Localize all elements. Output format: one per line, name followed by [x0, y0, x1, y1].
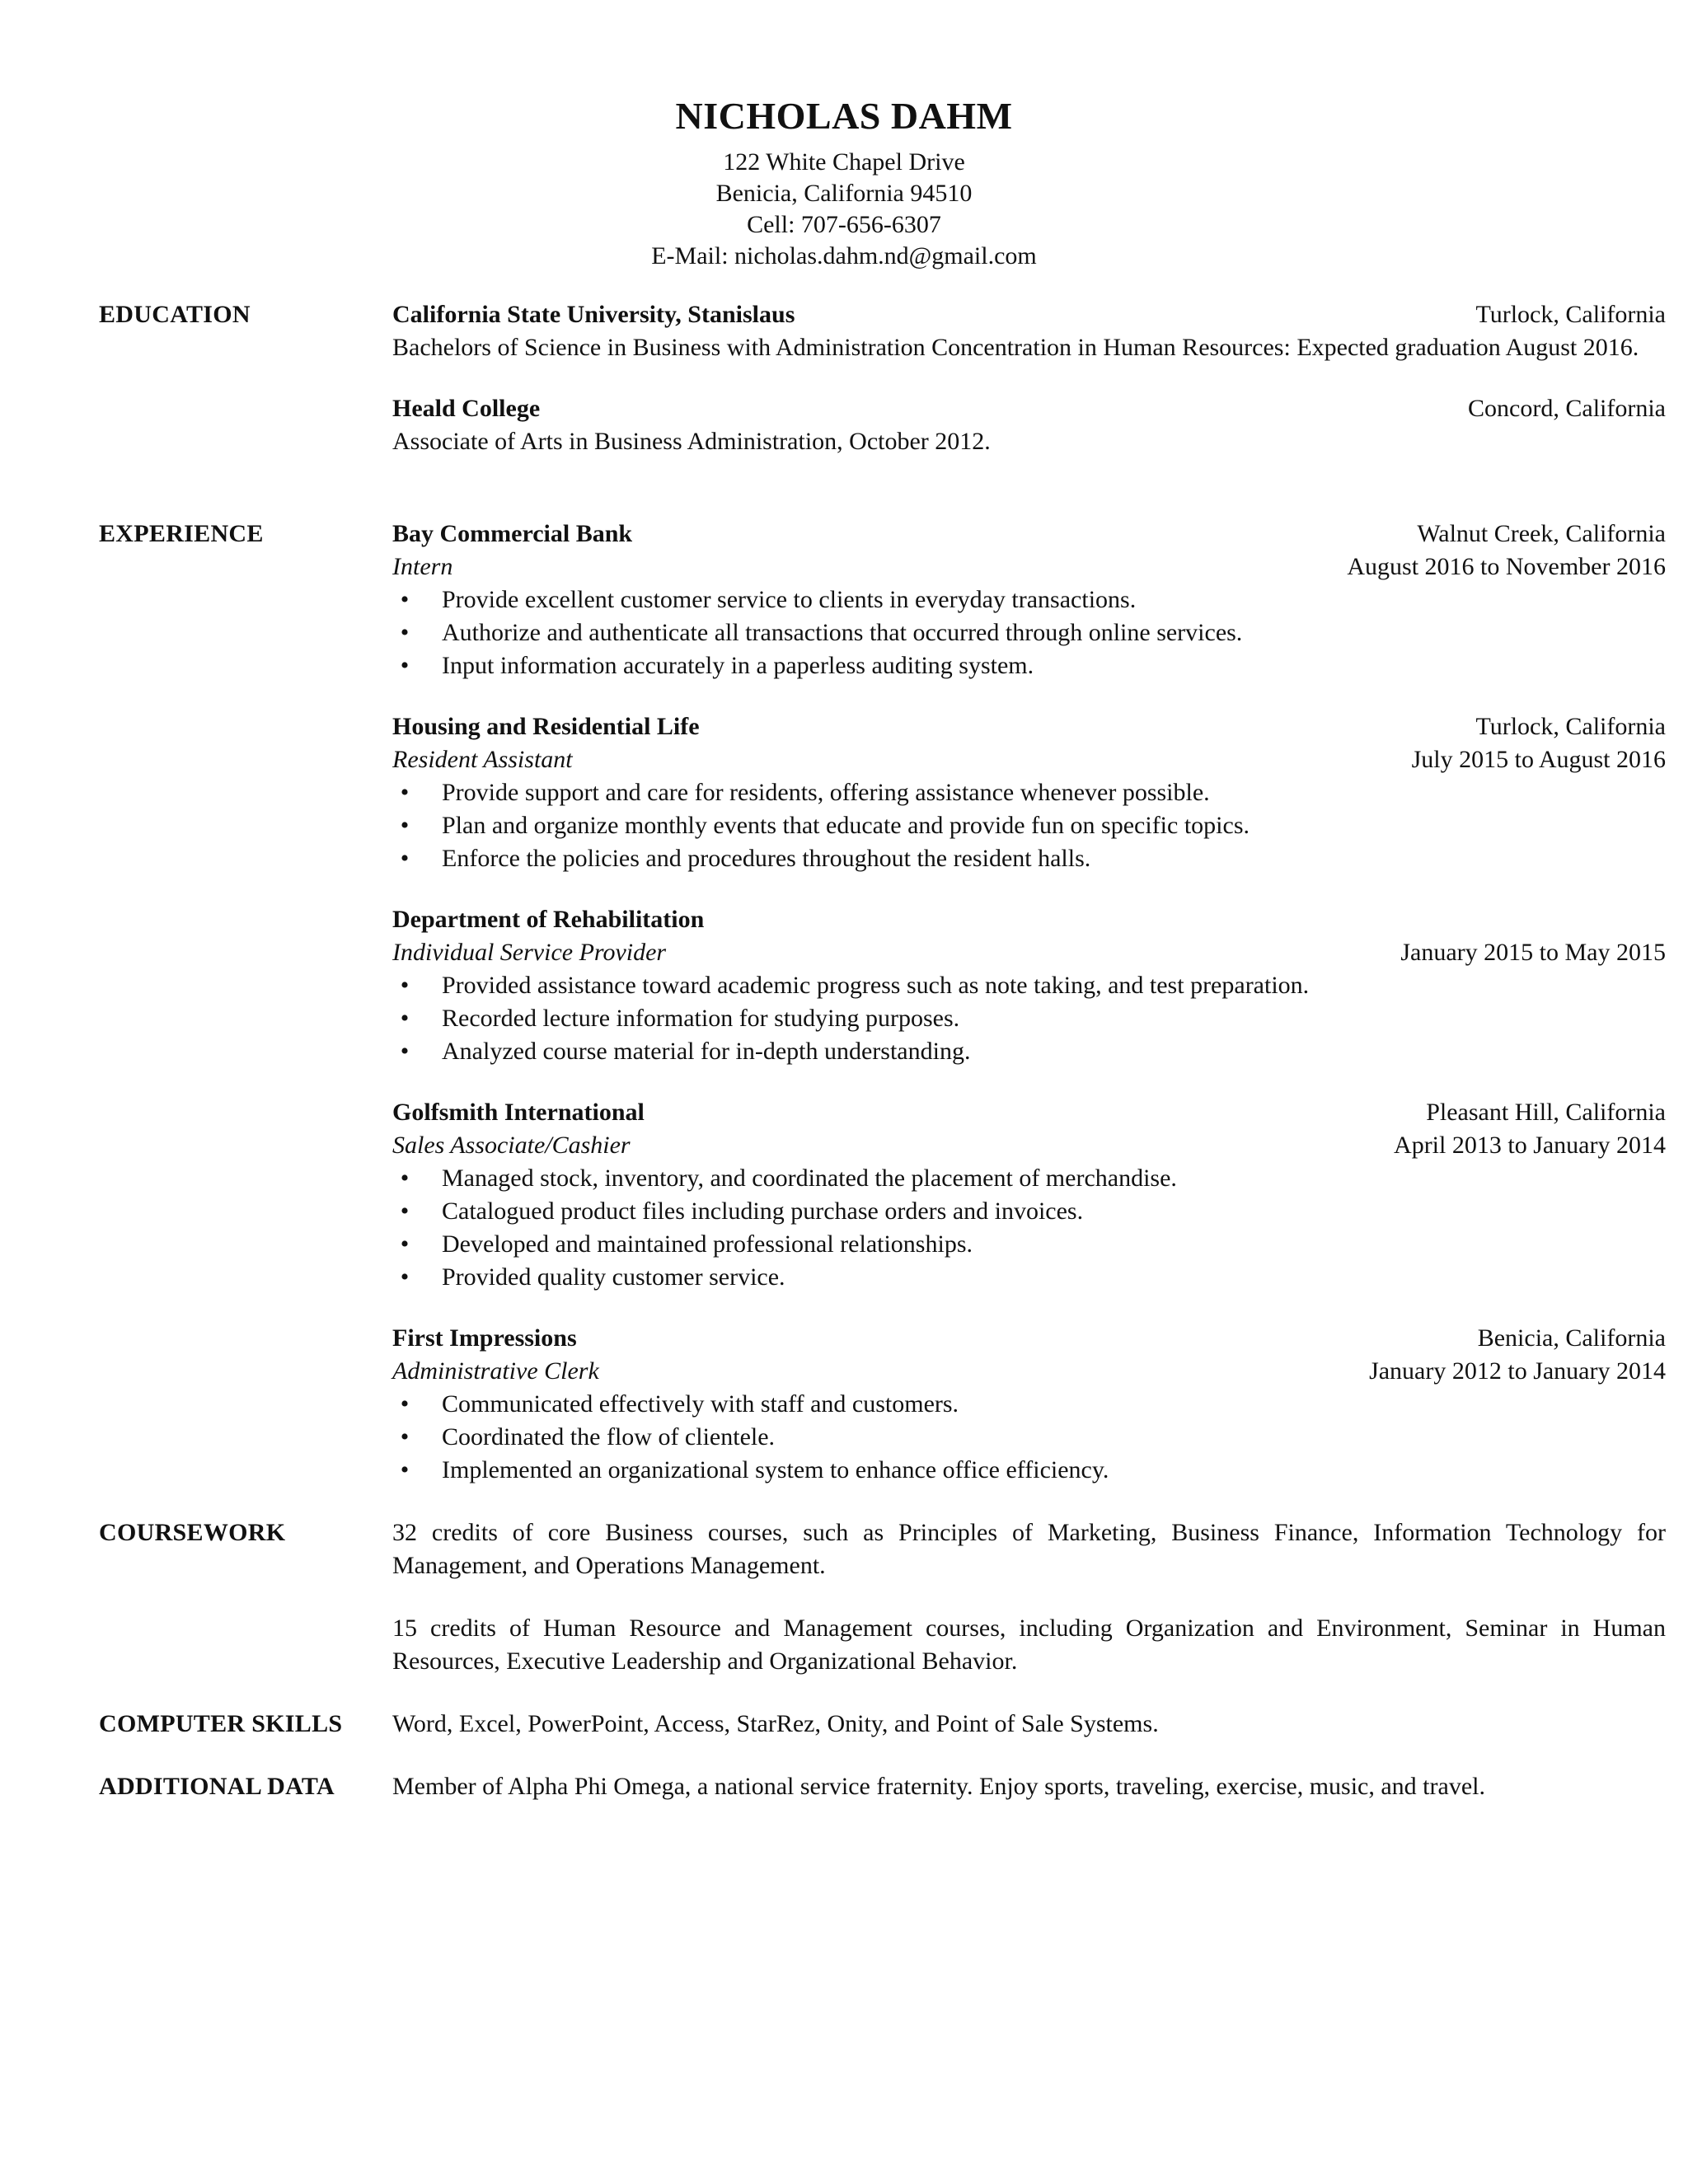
experience-heading: EXPERIENCE [99, 520, 264, 547]
school-name: California State University, Stanislaus [392, 301, 795, 328]
applicant-name: NICHOLAS DAHM [675, 95, 1013, 137]
bullet-dot-icon: • [400, 1165, 410, 1192]
duties-list [392, 969, 1666, 1068]
duty-text: Provided quality customer service. [442, 1263, 785, 1291]
job-dates: January 2012 to January 2014 [1369, 1357, 1666, 1385]
bullet-dot-icon: • [400, 845, 410, 872]
duty-text: Communicated effectively with staff and customers. [442, 1390, 959, 1418]
duty-item [392, 1162, 1666, 1195]
bullet-dot-icon: • [400, 1005, 410, 1032]
duty-item [392, 1388, 1666, 1421]
employer-name: Department of Rehabilitation [392, 906, 705, 933]
additional-data-text: Member of Alpha Phi Omega, a national service fraternity. Enjoy sports, traveling, exercise, music, and travel. [392, 1773, 1485, 1800]
duties-list [392, 1388, 1666, 1487]
job-title: Sales Associate/Cashier [392, 1132, 631, 1159]
bullet-dot-icon: • [400, 586, 410, 613]
education-entry [392, 392, 1666, 458]
computer-skills-text: Word, Excel, PowerPoint, Access, StarRez, Onity, and Point of Sale Systems. [392, 1710, 1159, 1737]
job-entry [392, 903, 1666, 1068]
additional-data-heading: ADDITIONAL DATA [99, 1773, 335, 1800]
job-entry [392, 518, 1666, 682]
duty-text: Managed stock, inventory, and coordinated the placement of merchandise. [442, 1165, 1177, 1192]
coursework-body [392, 1516, 1666, 1678]
duty-item [392, 1421, 1666, 1454]
bullet-dot-icon: • [400, 1197, 410, 1225]
duty-item [392, 809, 1666, 842]
job-title: Administrative Clerk [392, 1357, 599, 1385]
phone-line: Cell: 707-656-6307 [747, 211, 941, 238]
bullet-dot-icon: • [400, 652, 410, 679]
coursework-paragraph: 15 credits of Human Resource and Management courses, including Organization and Environment, Seminar in Human Resources, Executive Leadership and Organizational Behavior. [392, 1615, 1666, 1675]
email-line: E-Mail: nicholas.dahm.nd@gmail.com [651, 242, 1037, 269]
duty-item [392, 1195, 1666, 1228]
duty-item [392, 1035, 1666, 1068]
employer-name: Golfsmith International [392, 1099, 645, 1126]
duty-item [392, 649, 1666, 682]
bullet-dot-icon: • [400, 1456, 410, 1483]
job-dates: April 2013 to January 2014 [1394, 1132, 1666, 1159]
duty-text: Provide support and care for residents, offering assistance whenever possible. [442, 779, 1210, 806]
duty-text: Implemented an organizational system to enhance office efficiency. [442, 1456, 1109, 1483]
bullet-dot-icon: • [400, 1263, 410, 1291]
bullet-dot-icon: • [400, 1423, 410, 1451]
degree-detail: Associate of Arts in Business Administration, October 2012. [392, 428, 991, 455]
additional-data-body [392, 1770, 1688, 1803]
duty-text: Analyzed course material for in-depth understanding. [442, 1038, 971, 1065]
job-title: Intern [392, 553, 453, 580]
duty-text: Coordinated the flow of clientele. [442, 1423, 776, 1451]
bullet-dot-icon: • [400, 1390, 410, 1418]
bullet-dot-icon: • [400, 1038, 410, 1065]
bullet-dot-icon: • [400, 779, 410, 806]
duty-text: Recorded lecture information for studying purposes. [442, 1005, 960, 1032]
employer-name: First Impressions [392, 1324, 577, 1352]
address-line-2: Benicia, California 94510 [715, 180, 973, 207]
coursework-heading: COURSEWORK [99, 1519, 286, 1546]
duty-text: Enforce the policies and procedures throughout the resident halls. [442, 845, 1091, 872]
computer-skills-heading: COMPUTER SKILLS [99, 1710, 343, 1737]
job-entry [392, 1096, 1666, 1294]
employer-location: Pleasant Hill, California [1426, 1099, 1666, 1126]
job-entry [392, 710, 1666, 875]
school-name: Heald College [392, 395, 541, 422]
education-heading: EDUCATION [99, 301, 251, 328]
duty-text: Developed and maintained professional relationships. [442, 1230, 973, 1258]
duties-list [392, 583, 1666, 682]
job-dates: August 2016 to November 2016 [1347, 553, 1666, 580]
school-location: Concord, California [1468, 395, 1666, 422]
duty-item [392, 842, 1666, 875]
employer-name: Bay Commercial Bank [392, 520, 633, 547]
employer-location: Turlock, California [1475, 713, 1666, 740]
school-location: Turlock, California [1475, 301, 1666, 328]
duty-item [392, 776, 1666, 809]
duty-text: Input information accurately in a paperless auditing system. [442, 652, 1034, 679]
bullet-dot-icon: • [400, 812, 410, 839]
job-dates: January 2015 to May 2015 [1400, 939, 1666, 966]
address-line-1: 122 White Chapel Drive [723, 148, 965, 176]
duty-item [392, 969, 1666, 1002]
resume-header [0, 92, 1688, 272]
job-title: Individual Service Provider [392, 939, 667, 966]
duty-item [392, 583, 1666, 616]
job-dates: July 2015 to August 2016 [1411, 746, 1666, 773]
bullet-dot-icon: • [400, 972, 410, 999]
duty-text: Authorize and authenticate all transactions that occurred through online services. [442, 619, 1243, 646]
duty-text: Catalogued product files including purchase orders and invoices. [442, 1197, 1084, 1225]
employer-location: Benicia, California [1477, 1324, 1666, 1352]
employer-location: Walnut Creek, California [1417, 520, 1666, 547]
job-entry [392, 1322, 1666, 1487]
job-title: Resident Assistant [392, 746, 573, 773]
coursework-paragraph: 32 credits of core Business courses, such as Principles of Marketing, Business Finance, Information Technology for Management, and Operations Management. [392, 1519, 1666, 1579]
duty-item [392, 1002, 1666, 1035]
duty-item [392, 616, 1666, 649]
education-body [392, 298, 1666, 486]
duty-text: Plan and organize monthly events that educate and provide fun on specific topics. [442, 812, 1250, 839]
education-entry [392, 298, 1666, 364]
duties-list [392, 1162, 1666, 1294]
bullet-dot-icon: • [400, 619, 410, 646]
duty-item [392, 1261, 1666, 1294]
duty-item [392, 1454, 1666, 1487]
duties-list [392, 776, 1666, 875]
degree-detail: Bachelors of Science in Business with Administration Concentration in Human Resources: Expected graduation August 2016. [392, 334, 1639, 361]
duty-text: Provide excellent customer service to clients in everyday transactions. [442, 586, 1137, 613]
duty-text: Provided assistance toward academic progress such as note taking, and test preparation. [442, 972, 1310, 999]
bullet-dot-icon: • [400, 1230, 410, 1258]
computer-skills-body [392, 1708, 1666, 1741]
employer-name: Housing and Residential Life [392, 713, 700, 740]
experience-body [392, 518, 1666, 1515]
duty-item [392, 1228, 1666, 1261]
